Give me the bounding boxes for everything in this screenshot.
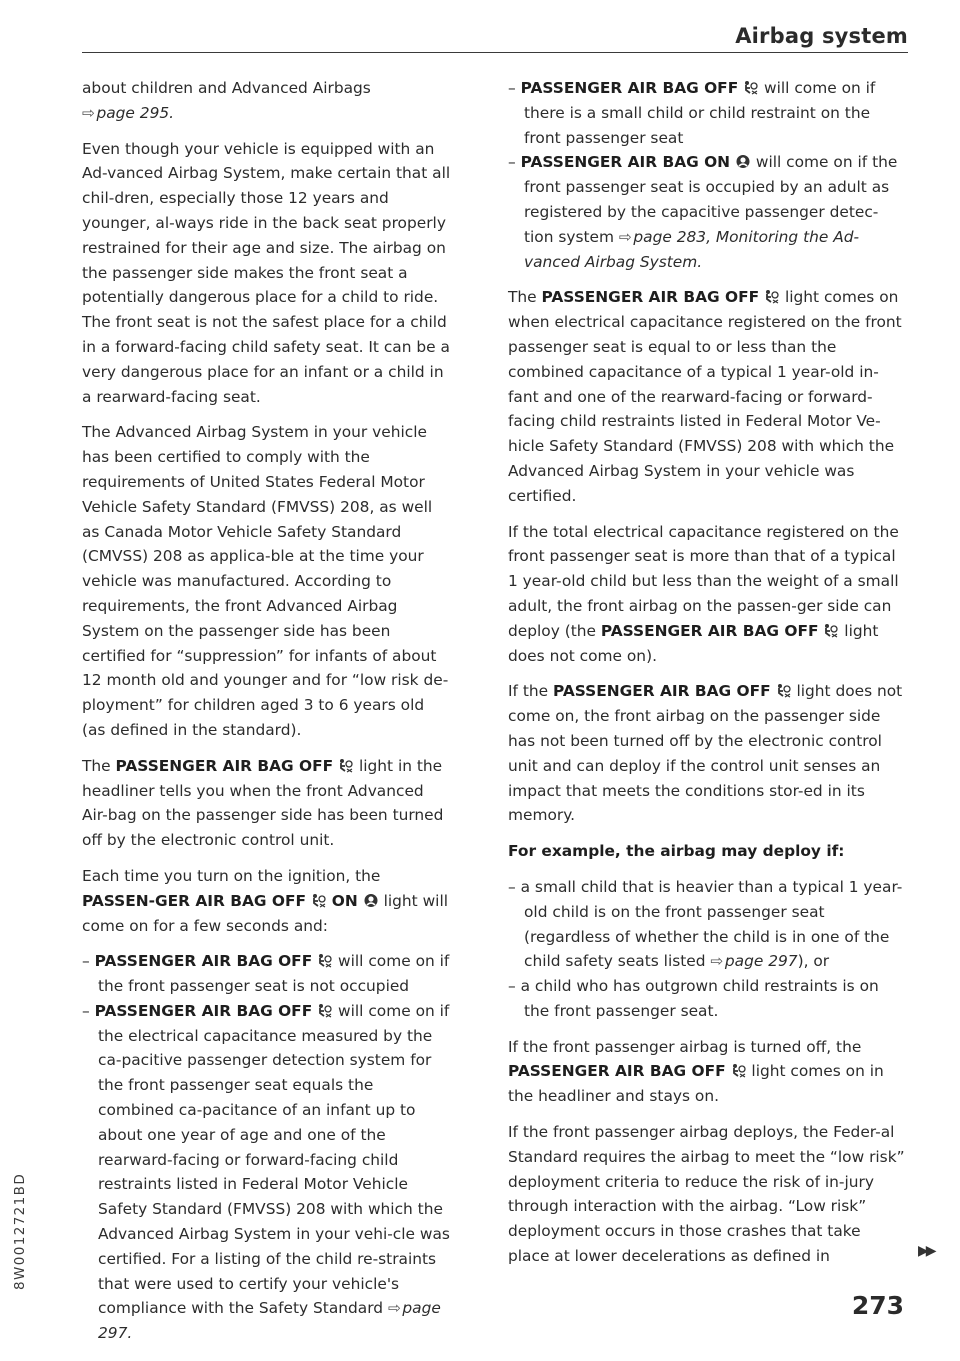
continue-arrow-icon[interactable]: ▶▶ [918, 1243, 934, 1259]
text: ), or [797, 952, 830, 971]
indicator-label: PASSENGER AIR BAG OFF [553, 682, 771, 701]
left-paragraph-2: Even though your vehicle is equipped with an Ad-vanced Airbag System, make certain that all chil-dren, especially those 12 years and younger, al-ways ride in the back seat properly restrained for their age and size. The airbag on the passenger side makes the front seat a potentially dangerous place for a child to ride. The front seat is not the safest place for a child in a forward-facing child safety seat. It can be a very dangerous place for an infant or a child in a rearward-facing seat. [82, 139, 451, 406]
page-reference-link[interactable] [710, 952, 797, 970]
list-item [508, 875, 906, 974]
text: will come on if the electrical capacitance measured by the ca-pacitive passenger detection system for the front passenger seat equals the combined ca-pacitance of an infant up to about one year of age and one of the rearward-facing or forward-facing child restraints listed in Federal Motor Vehicle Safety Standard (FMVSS) 208 with which the Advanced Airbag System in your vehi-cle was certified. For a listing of the child re-straints that were used to certify your vehicle's compliance with the Safety Standard [98, 1001, 450, 1318]
text: a child who has outgrown child restraints is on the front passenger seat. [520, 977, 879, 1020]
indicator-list [508, 76, 906, 274]
text: Each time you turn on the ignition, the [82, 866, 381, 885]
dash: – [82, 952, 90, 971]
text: will come on if there is a small child or child restraint on the front passenger seat [524, 79, 876, 147]
ref-text: page 297. [98, 1299, 441, 1343]
passenger-airbag-off-icon [317, 1003, 333, 1018]
dash: – [508, 79, 516, 97]
indicator-label: PASSENGER AIR BAG OFF [541, 288, 760, 307]
passenger-airbag-off-icon [823, 623, 839, 638]
page-reference-link[interactable] [82, 104, 174, 122]
indicator-label: ON [331, 891, 358, 910]
ref-text: page 295. [96, 103, 175, 122]
right-paragraph-1 [508, 285, 906, 508]
right-paragraph-3 [508, 679, 906, 828]
text: light comes on when electrical capacitance registered on the front passenger seat is equal to or less than the combined capacitance of a typical 1 year-old in-fant and one of the rearward-facing or forward-facing child restraints listed in Federal Motor Ve-hicle Safety Standard (FMVSS) 208 with which the Advanced Airbag System in your vehicle was certified. [508, 288, 902, 505]
text: light does not come on). [508, 621, 879, 665]
text: a small child that is heavier than a typical 1 year-old child is on the front passenger seat (regardless of whether the child is in one of the child safety seats listed [520, 877, 903, 971]
list-item [82, 949, 452, 999]
indicator-label: PASSENGER AIR BAG ON [520, 153, 731, 172]
left-paragraph-3: The Advanced Airbag System in your vehicle has been certified to comply with the requirements of United States Federal Motor Vehicle Safety Standard (FMVSS) 208, as well as Canada Motor Vehicle Safety Standard (CMVSS) 208 as applica-ble at the time your vehicle was manufactured. According to requirements, the front Advanced Airbag System on the passenger side has been certified for “suppression” for infants of about 12 month old and younger and for “low risk de-ployment” for children aged 3 to 6 years old (as defined in the standard). [82, 423, 449, 739]
list-item [508, 974, 906, 1024]
indicator-label: PASSEN-GER AIR BAG OFF [82, 891, 306, 910]
text: light does not come on, the front airbag on the passenger side has not been turned off by the electronic control unit and can deploy if the control unit senses an impact that meets the conditions stor-ed in its memory. [508, 682, 903, 825]
left-paragraph-5 [82, 864, 452, 938]
left-paragraph-1 [82, 76, 452, 126]
right-paragraph-4 [508, 1035, 906, 1109]
text: If the total electrical capacitance registered on the front passenger seat is more than that of a typical 1 year-old child but less than the weight of a small adult, the front airbag on the passen-ger side can deploy (the [508, 522, 899, 640]
indicator-label: PASSENGER AIR BAG OFF [94, 1001, 313, 1020]
ref-arrow-icon: ⇨ [82, 103, 95, 122]
dash: – [82, 1001, 90, 1020]
subheading: For example, the airbag may deploy if: [508, 842, 845, 861]
passenger-airbag-off-icon [743, 80, 759, 95]
indicator-label: PASSENGER AIR BAG OFF [600, 621, 819, 640]
right-paragraph-2 [508, 520, 906, 669]
page-number: 273 [851, 1291, 904, 1320]
text: The [82, 756, 111, 775]
right-paragraph-5: If the front passenger airbag deploys, the Feder-al Standard requires the airbag to meet the “low risk” deployment criteria to reduce the risk of in-jury through interaction with the airbag. “Low risk” deployment occurs in those crashes that take place at lower decelerations as defined in [508, 1123, 905, 1266]
text: If the [508, 682, 549, 701]
ref-text: page 297 [724, 952, 798, 971]
dash: – [508, 877, 516, 896]
right-column [508, 76, 906, 1280]
ref-arrow-icon: ⇨ [618, 227, 632, 246]
indicator-label: PASSENGER AIR BAG OFF [94, 952, 313, 971]
passenger-airbag-off-icon [338, 758, 354, 773]
section-title: Airbag system [735, 24, 908, 48]
passenger-airbag-off-icon [764, 289, 780, 304]
passenger-airbag-off-icon [311, 893, 327, 908]
passenger-airbag-off-icon [776, 683, 792, 698]
text: If the front passenger airbag is turned off, the [508, 1037, 862, 1056]
list-item [82, 999, 452, 1346]
text: light comes on in the headliner and stays on. [508, 1062, 884, 1106]
passenger-airbag-off-icon [317, 953, 333, 968]
passenger-airbag-on-icon [735, 154, 751, 169]
text: light will come on for a few seconds and: [82, 891, 448, 935]
indicator-list [82, 949, 452, 1346]
left-column [82, 76, 452, 1357]
text: will come on if the front passenger seat is not occupied [98, 952, 450, 996]
dash: – [508, 153, 516, 172]
deploy-conditions-list [508, 875, 906, 1024]
passenger-airbag-off-icon [731, 1063, 747, 1078]
text: The [508, 288, 537, 307]
list-item [508, 76, 906, 150]
indicator-label: PASSENGER AIR BAG OFF [520, 79, 739, 97]
indicator-label: PASSENGER AIR BAG OFF [508, 1062, 726, 1081]
list-item [508, 150, 906, 274]
left-paragraph-4 [82, 754, 452, 853]
ref-arrow-icon: ⇨ [387, 1299, 401, 1318]
text: about children and Advanced Airbags [82, 79, 371, 97]
ref-text: page 283, Monitoring the Ad-vanced Airbag System. [524, 227, 860, 271]
text: will come on if the front passenger seat is occupied by an adult as registered by the capacitive passenger detec-tion system [524, 153, 898, 246]
document-id: 8W0012721BD [12, 1172, 28, 1290]
dash: – [508, 977, 516, 996]
passenger-airbag-on-icon [363, 893, 379, 908]
ref-arrow-icon: ⇨ [710, 952, 724, 971]
text: light in the headliner tells you when the front Advanced Air-bag on the passenger side has been turned off by the electronic control unit. [82, 756, 444, 850]
header-rule [82, 52, 908, 53]
indicator-label: PASSENGER AIR BAG OFF [115, 756, 334, 775]
